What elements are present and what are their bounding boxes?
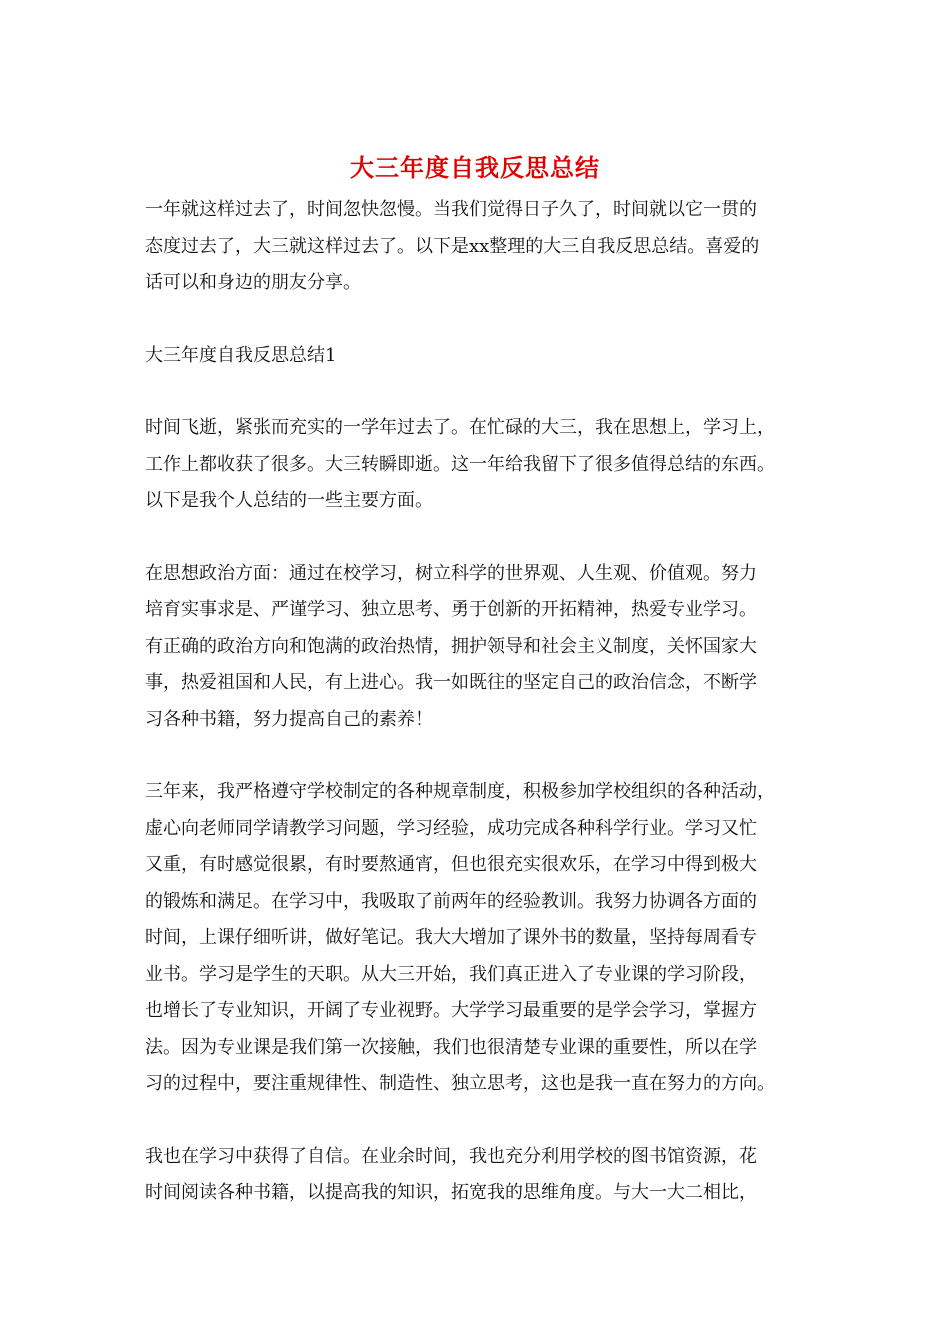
paragraph-intro: 一年就这样过去了，时间忽快忽慢。当我们觉得日子久了，时间就以它一贯的 态度过去了，大三就这样过去了。以下是xx整理的大三自我反思总结。喜爱的 话可以和身边的朋友分享。 bbox=[145, 199, 760, 293]
paragraph-politics: 在思想政治方面：通过在校学习，树立科学的世界观、人生观、价值观。努力 培育实事求是、严谨学习、独立思考、勇于创新的开拓精神，热爱专业学习。 有正确的政治方向和饱满的政治热情，拥护领导和社会主义制度，关怀国家大 事，热爱祖国和人民，有上进心。我一如既往的坚定自己的政治信念，不断学 习各种书籍，努力提高自己的素养！ bbox=[145, 562, 757, 730]
paragraph-confidence: 我也在学习中获得了自信。在业余时间，我也充分利用学校的图书馆资源，花 时间阅读各种书籍，以提高我的知识，拓宽我的思维角度。与大一大二相比， bbox=[145, 1145, 757, 1203]
document-title: 大三年度自我反思总结 bbox=[350, 153, 600, 182]
paragraph-study: 三年来，我严格遵守学校制定的各种规章制度，积极参加学校组织的各种活动， 虚心向老师同学请教学习问题，学习经验，成功完成各种科学行业。学习又忙 又重，有时感觉很累，有时要熬通宵，但也很充实很欢乐，在学习中得到极大 的锻炼和满足。在学习中，我吸取了前两年的经验教训。我努力协调各方面的 时间，上课仔细听讲，做好笔记。我大大增加了课外书的数量，坚持每周看专 业书。学习是学生的天职。从大三开始，我们真正进入了专业课的学习阶段， 也增长了专业知识，开阔了专业视野。大学学习最重要的是学会学习，掌握方 法。因为专业课是我们第一次接触，我们也很清楚专业课的重要性，所以在学 习的过程中，要注重规律性、制造性、独立思考，这也是我一直在努力的方向。 bbox=[145, 781, 775, 1094]
document-body bbox=[145, 192, 810, 1248]
section-heading: 大三年度自我反思总结1 bbox=[145, 344, 337, 366]
paragraph-overview: 时间飞逝，紧张而充实的一学年过去了。在忙碌的大三，我在思想上，学习上， 工作上都收获了很多。大三转瞬即逝。这一年给我留下了很多值得总结的东西。 以下是我个人总结的一些主要方面。 bbox=[145, 417, 775, 511]
